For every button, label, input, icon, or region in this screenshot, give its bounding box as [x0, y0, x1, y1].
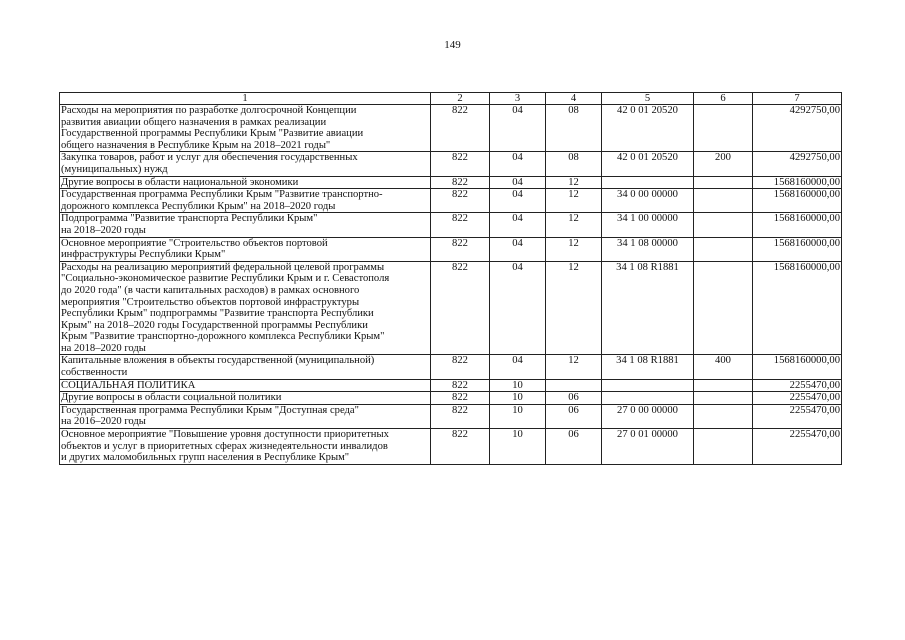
- cell-code: 822: [431, 105, 490, 152]
- cell-section: 10: [490, 392, 546, 405]
- cell-target: 42 0 01 20520: [602, 152, 694, 176]
- cell-exp-type: [694, 189, 753, 213]
- cell-amount: 1568160000,00: [753, 261, 842, 355]
- cell-subsection: 12: [546, 176, 602, 189]
- cell-section: 04: [490, 105, 546, 152]
- cell-name: Закупка товаров, работ и услуг для обеспечения государственных (муниципальных) нужд: [60, 152, 431, 176]
- table-row: [60, 379, 842, 392]
- table-row: [60, 213, 842, 237]
- cell-name: Расходы на мероприятия по разработке долгосрочной Концепции развития авиации общего назначения в рамках реализации Государственной программы Республики Крым "Развитие авиации общего назначения в Республике Крым на 2018–2021 годы": [60, 105, 431, 152]
- cell-amount: 2255470,00: [753, 429, 842, 465]
- cell-amount: 2255470,00: [753, 404, 842, 428]
- cell-exp-type: [694, 213, 753, 237]
- cell-amount: 2255470,00: [753, 379, 842, 392]
- table-row: [60, 176, 842, 189]
- cell-subsection: 12: [546, 189, 602, 213]
- cell-target: 27 0 01 00000: [602, 429, 694, 465]
- cell-section: 10: [490, 429, 546, 465]
- cell-target: 34 1 08 R1881: [602, 261, 694, 355]
- cell-amount: 2255470,00: [753, 392, 842, 405]
- cell-section: 04: [490, 355, 546, 379]
- cell-exp-type: [694, 404, 753, 428]
- cell-subsection: 12: [546, 355, 602, 379]
- cell-section: 04: [490, 261, 546, 355]
- cell-code: 822: [431, 429, 490, 465]
- cell-name: Подпрограмма "Развитие транспорта Республики Крым" на 2018–2020 годы: [60, 213, 431, 237]
- col-header-subsection: 4: [546, 93, 602, 105]
- cell-section: 04: [490, 189, 546, 213]
- cell-code: 822: [431, 261, 490, 355]
- cell-exp-type: [694, 237, 753, 261]
- col-header-name: 1: [60, 93, 431, 105]
- cell-name: Государственная программа Республики Крым "Доступная среда" на 2016–2020 годы: [60, 404, 431, 428]
- cell-amount: 4292750,00: [753, 105, 842, 152]
- cell-code: 822: [431, 379, 490, 392]
- page-number: 149: [444, 39, 461, 51]
- cell-subsection: 06: [546, 429, 602, 465]
- cell-subsection: 12: [546, 261, 602, 355]
- cell-target: 34 1 08 00000: [602, 237, 694, 261]
- cell-exp-type: [694, 429, 753, 465]
- cell-section: 10: [490, 404, 546, 428]
- cell-code: 822: [431, 237, 490, 261]
- cell-amount: 1568160000,00: [753, 189, 842, 213]
- cell-code: 822: [431, 404, 490, 428]
- cell-target: 34 1 08 R1881: [602, 355, 694, 379]
- cell-code: 822: [431, 152, 490, 176]
- cell-target: [602, 392, 694, 405]
- cell-section: 04: [490, 176, 546, 189]
- cell-target: [602, 379, 694, 392]
- cell-exp-type: 400: [694, 355, 753, 379]
- cell-target: 34 1 00 00000: [602, 213, 694, 237]
- cell-amount: 1568160000,00: [753, 237, 842, 261]
- cell-name: СОЦИАЛЬНАЯ ПОЛИТИКА: [60, 379, 431, 392]
- cell-name: Капитальные вложения в объекты государственной (муниципальной) собственности: [60, 355, 431, 379]
- cell-amount: 1568160000,00: [753, 176, 842, 189]
- cell-target: 27 0 00 00000: [602, 404, 694, 428]
- table-row: [60, 261, 842, 355]
- cell-section: 10: [490, 379, 546, 392]
- cell-target: [602, 176, 694, 189]
- col-header-code: 2: [431, 93, 490, 105]
- cell-code: 822: [431, 176, 490, 189]
- cell-subsection: [546, 379, 602, 392]
- table-row: [60, 152, 842, 176]
- budget-table: [59, 92, 842, 465]
- cell-name: Государственная программа Республики Крым "Развитие транспортно- дорожного комплекса Республики Крым" на 2018–2020 годы: [60, 189, 431, 213]
- col-header-target: 5: [602, 93, 694, 105]
- cell-section: 04: [490, 152, 546, 176]
- cell-exp-type: [694, 379, 753, 392]
- cell-code: 822: [431, 189, 490, 213]
- cell-target: 34 0 00 00000: [602, 189, 694, 213]
- cell-exp-type: [694, 176, 753, 189]
- cell-subsection: 08: [546, 105, 602, 152]
- cell-name: Расходы на реализацию мероприятий федеральной целевой программы "Социально-экономическое развитие Республики Крым и г. Севастополя до 2020 года" (в части капитальных расходов) в рамках основного мероприятия "Строительство объектов портовой инфраструктуры Республики Крым" подпрограммы "Развитие транспорта Республики Крым" на 2018–2020 годы Государственной программы Республики Крым "Развитие транспортно-дорожного комплекса Республики Крым" на 2018–2020 годы: [60, 261, 431, 355]
- cell-subsection: 08: [546, 152, 602, 176]
- cell-subsection: 06: [546, 392, 602, 405]
- cell-subsection: 12: [546, 237, 602, 261]
- col-header-amount: 7: [753, 93, 842, 105]
- cell-amount: 1568160000,00: [753, 213, 842, 237]
- cell-section: 04: [490, 237, 546, 261]
- cell-amount: 4292750,00: [753, 152, 842, 176]
- cell-code: 822: [431, 213, 490, 237]
- cell-name: Другие вопросы в области национальной экономики: [60, 176, 431, 189]
- cell-name: Другие вопросы в области социальной политики: [60, 392, 431, 405]
- table-row: [60, 404, 842, 428]
- cell-exp-type: [694, 392, 753, 405]
- cell-name: Основное мероприятие "Повышение уровня доступности приоритетных объектов и услуг в приоритетных сферах жизнедеятельности инвалидов и других маломобильных групп населения в Республике Крым": [60, 429, 431, 465]
- cell-exp-type: 200: [694, 152, 753, 176]
- cell-target: 42 0 01 20520: [602, 105, 694, 152]
- cell-exp-type: [694, 105, 753, 152]
- col-header-section: 3: [490, 93, 546, 105]
- header-row: [60, 93, 842, 105]
- cell-section: 04: [490, 213, 546, 237]
- cell-code: 822: [431, 392, 490, 405]
- cell-name: Основное мероприятие "Строительство объектов портовой инфраструктуры Республики Крым": [60, 237, 431, 261]
- cell-subsection: 12: [546, 213, 602, 237]
- cell-code: 822: [431, 355, 490, 379]
- table-row: [60, 189, 842, 213]
- table-row: [60, 392, 842, 405]
- table-row: [60, 105, 842, 152]
- table-row: [60, 429, 842, 465]
- table-row: [60, 237, 842, 261]
- col-header-exp-type: 6: [694, 93, 753, 105]
- cell-amount: 1568160000,00: [753, 355, 842, 379]
- cell-subsection: 06: [546, 404, 602, 428]
- cell-exp-type: [694, 261, 753, 355]
- table-row: [60, 355, 842, 379]
